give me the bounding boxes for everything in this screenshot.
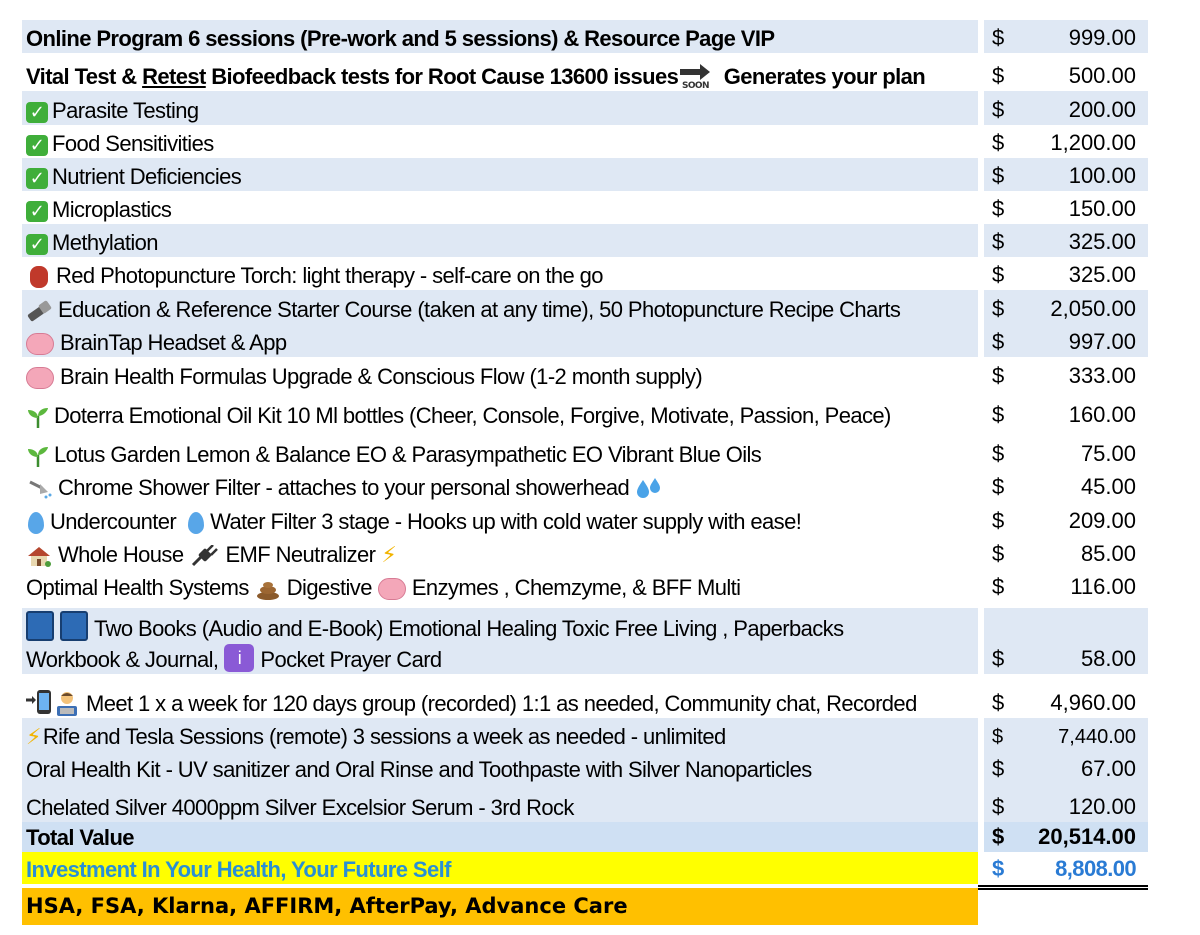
currency-symbol: $ (984, 91, 1024, 125)
currency-symbol: $ (984, 324, 1024, 357)
currency-symbol: $ (984, 290, 1024, 324)
item-label: BrainTap Headset & App (60, 329, 287, 355)
check-mark-button-icon: ✓ (26, 102, 48, 123)
item-amount: 7,440.00 (1024, 718, 1148, 751)
currency-symbol: $ (984, 224, 1024, 257)
currency-symbol: $ (992, 541, 1005, 566)
information-icon: i (224, 644, 254, 672)
item-label-part: EMF Neutralizer (225, 541, 376, 567)
electric-plug-icon (191, 545, 219, 567)
item-label-part: Generates your plan (718, 63, 926, 89)
seedling-icon (26, 445, 48, 467)
currency-symbol: $ (984, 822, 1024, 852)
currency-symbol: $ (992, 363, 1005, 388)
item-label: Food Sensitivities (52, 130, 214, 156)
item-amount: 2,050.00 (1024, 290, 1148, 324)
item-amount: 67.00 (1024, 751, 1148, 784)
item-amount: 997.00 (1024, 324, 1148, 357)
item-amount: 500.00 (1068, 63, 1136, 88)
table-row (22, 191, 1148, 224)
item-amount: 1,200.00 (1050, 130, 1136, 155)
item-label: Chelated Silver 4000ppm Silver Excelsior Serum - 3rd Rock (26, 794, 574, 820)
item-label: Oral Health Kit - UV sanitizer and Oral Rinse and Toothpaste with Silver Nanoparticles (26, 756, 812, 782)
item-amount: 100.00 (1024, 158, 1148, 191)
blue-book-icon (26, 611, 54, 641)
high-voltage-icon: ⚡ (381, 541, 397, 567)
table-row (22, 608, 1148, 674)
item-label-part: Undercounter (50, 508, 177, 534)
table-row (22, 391, 1148, 430)
blue-book-icon (60, 611, 88, 641)
currency-symbol: $ (992, 574, 1005, 599)
currency-symbol: $ (984, 751, 1024, 784)
item-label: Education & Reference Starter Course (taken at any time), 50 Photopuncture Recipe Charts (58, 296, 901, 322)
currency-symbol: $ (984, 20, 1024, 53)
item-label: Microplastics (52, 196, 172, 222)
item-amount: 209.00 (1068, 508, 1136, 533)
technologist-icon (54, 690, 80, 716)
currency-symbol: $ (992, 474, 1005, 499)
currency-symbol: $ (992, 196, 1005, 221)
item-label: Parasite Testing (52, 97, 199, 123)
check-mark-button-icon: ✓ (26, 201, 48, 222)
table-row (22, 91, 1148, 125)
item-label: Brain Health Formulas Upgrade & Conscious Flow (1-2 month supply) (60, 363, 703, 389)
item-label-part: Optimal Health Systems (26, 574, 249, 600)
droplet-icon (28, 512, 44, 534)
pile-of-poo-icon (255, 578, 281, 600)
item-amount: 75.00 (1080, 441, 1136, 466)
soon-arrow-icon (678, 61, 712, 89)
table-row (22, 53, 1148, 91)
flashlight-icon (26, 300, 52, 322)
item-label: Meet 1 x a week for 120 days group (recorded) 1:1 as needed, Community chat, Recorded (86, 690, 917, 716)
check-mark-button-icon: ✓ (26, 234, 48, 255)
item-label: Rife and Tesla Sessions (remote) 3 sessions a week as needed - unlimited (42, 723, 726, 749)
table-row (22, 751, 1148, 784)
item-amount: 999.00 (1024, 20, 1148, 53)
table-row (22, 502, 1148, 536)
investment-row (22, 852, 1148, 884)
item-label: Online Program 6 sessions (Pre-work and 5 sessions) & Resource Page VIP (22, 20, 978, 53)
currency-symbol: $ (992, 690, 1005, 715)
total-label: Total Value (22, 822, 978, 852)
item-amount: 333.00 (1068, 363, 1136, 388)
currency-symbol: $ (984, 158, 1024, 191)
currency-symbol: $ (984, 784, 1024, 822)
item-label-part: Water Filter 3 stage - Hooks up with cold water supply with ease! (210, 508, 802, 534)
currency-symbol: $ (992, 262, 1005, 287)
payment-options-label: HSA, FSA, Klarna, AFFIRM, AfterPay, Advance Care (22, 888, 978, 925)
currency-symbol: $ (992, 508, 1005, 533)
item-amount: 200.00 (1024, 91, 1148, 125)
item-label: Doterra Emotional Oil Kit 10 Ml bottles (Cheer, Console, Forgive, Motivate, Passion, Peace) (54, 402, 891, 428)
item-label: Nutrient Deficiencies (52, 163, 242, 189)
droplet-icon (188, 512, 204, 534)
currency-symbol: $ (992, 402, 1005, 427)
item-label-part: Digestive (286, 574, 372, 600)
currency-symbol: $ (992, 63, 1005, 88)
currency-symbol: $ (992, 441, 1005, 466)
currency-symbol: $ (984, 718, 1024, 751)
item-amount: 45.00 (1080, 474, 1136, 499)
item-label-part: Whole House (58, 541, 184, 567)
check-mark-button-icon: ✓ (26, 168, 48, 189)
item-label: Methylation (52, 229, 158, 255)
item-amount: 160.00 (1068, 402, 1136, 427)
table-row (22, 158, 1148, 191)
seedling-icon (26, 406, 48, 428)
investment-label: Investment In Your Health, Your Future Self (22, 852, 978, 884)
high-voltage-icon: ⚡ (26, 723, 41, 749)
svg-text:SOON: SOON (682, 81, 710, 89)
table-row (22, 469, 1148, 502)
item-label: Red Photopuncture Torch: light therapy - self-care on the go (56, 262, 603, 288)
item-amount: 325.00 (1024, 224, 1148, 257)
table-row (22, 682, 1148, 718)
brain-icon (26, 333, 54, 355)
item-amount: 325.00 (1068, 262, 1136, 287)
item-label-part: Retest (142, 63, 206, 89)
item-amount: 150.00 (1068, 196, 1136, 221)
payment-options-row (22, 888, 1148, 925)
check-mark-button-icon: ✓ (26, 135, 48, 156)
table-row (22, 324, 1148, 357)
price-sheet (22, 20, 1148, 925)
shower-icon (26, 478, 52, 500)
investment-amount: 8,808.00 (1055, 856, 1136, 881)
table-row (22, 125, 1148, 158)
house-with-garden-icon (26, 545, 52, 567)
red-lantern-icon (30, 266, 48, 288)
item-label: Lotus Garden Lemon & Balance EO & Parasympathetic EO Vibrant Blue Oils (54, 441, 762, 467)
currency-symbol: $ (984, 608, 1024, 674)
item-amount: 120.00 (1024, 784, 1148, 822)
table-row (22, 718, 1148, 751)
table-row (22, 569, 1148, 602)
table-row (22, 224, 1148, 257)
table-row (22, 20, 1148, 53)
item-amount: 85.00 (1080, 541, 1136, 566)
table-row (22, 536, 1148, 569)
brain-icon (26, 367, 54, 389)
table-row (22, 290, 1148, 324)
item-label-line: Two Books (Audio and E-Book) Emotional Healing Toxic Free Living , Paperbacks (94, 615, 844, 641)
total-row (22, 822, 1148, 852)
item-amount: 116.00 (1070, 574, 1136, 599)
table-row (22, 257, 1148, 290)
item-amount: 4,960.00 (1050, 690, 1136, 715)
mobile-phone-arrow-icon (26, 688, 48, 716)
item-label: Chrome Shower Filter - attaches to your personal showerhead (58, 474, 630, 500)
item-label-part: Vital Test & (26, 63, 143, 89)
item-label-part: Biofeedback tests for Root Cause 13600 issues (205, 63, 679, 89)
table-row (22, 430, 1148, 469)
currency-symbol: $ (992, 856, 1005, 881)
total-amount: 20,514.00 (1024, 822, 1148, 852)
table-row (22, 784, 1148, 822)
item-label-part: Pocket Prayer Card (260, 646, 442, 672)
sweat-droplets-icon (635, 476, 665, 500)
brain-icon (378, 578, 406, 600)
item-amount: 58.00 (1024, 608, 1148, 674)
item-label-part: Enzymes , Chemzyme, & BFF Multi (411, 574, 741, 600)
table-row (22, 357, 1148, 391)
item-label-part: Workbook & Journal, (26, 646, 219, 672)
currency-symbol: $ (992, 130, 1005, 155)
